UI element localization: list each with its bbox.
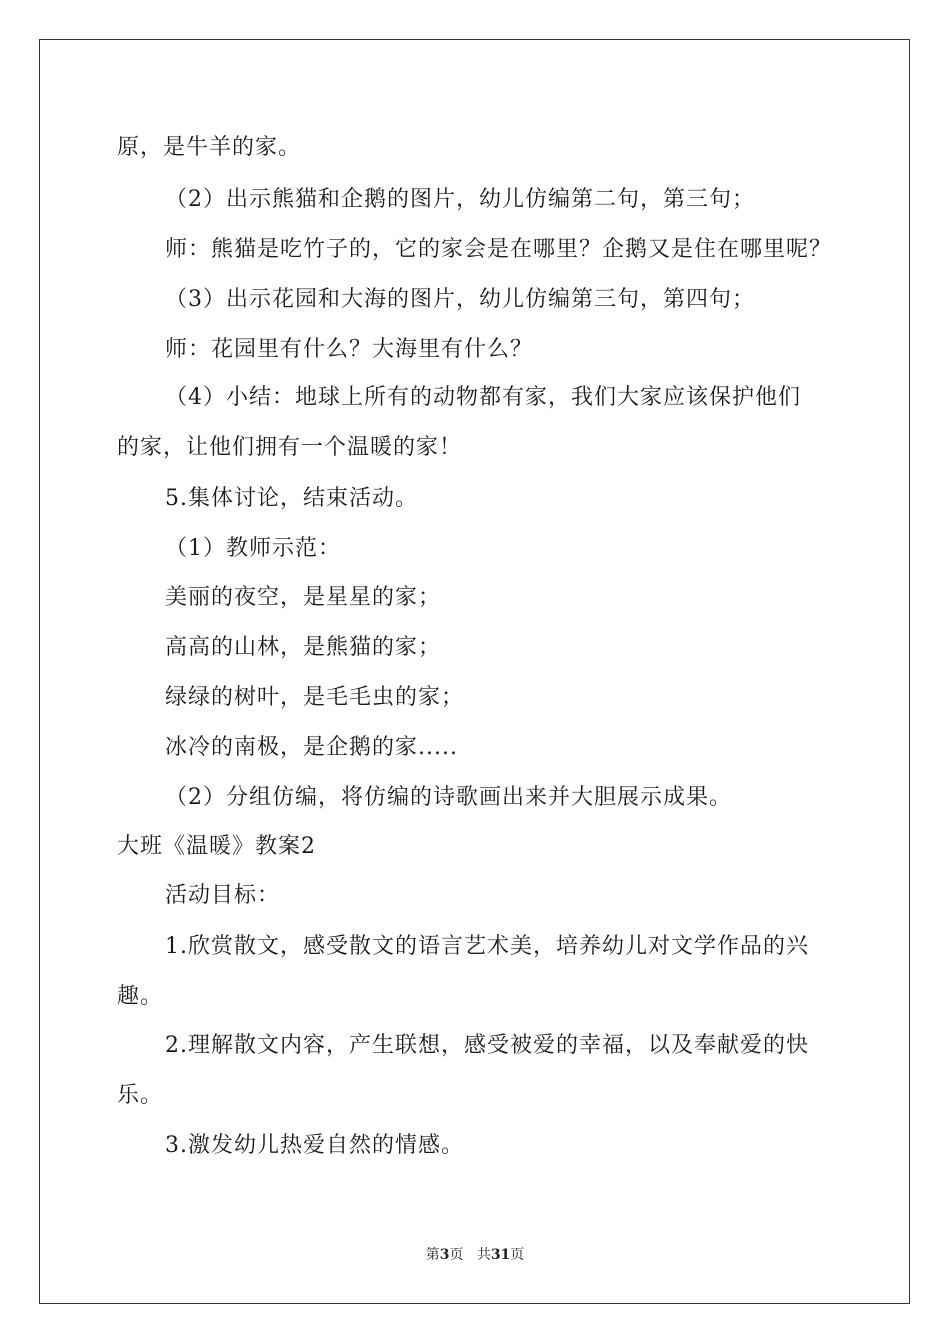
total-pages: 31 <box>490 1247 511 1263</box>
text-line: 美丽的夜空，是星星的家； <box>165 585 442 610</box>
text-line: 高高的山林，是熊猫的家； <box>165 635 442 660</box>
section-heading: 大班《温暖》教案2 <box>117 834 316 859</box>
page-frame <box>39 39 910 1304</box>
page-suffix: 页 <box>449 1247 464 1263</box>
total-suffix: 页 <box>510 1247 525 1263</box>
text-line: （3）出示花园和大海的图片，幼儿仿编第三句，第四句； <box>165 287 755 312</box>
text-line: （2）分组仿编，将仿编的诗歌画出来并大胆展示成果。 <box>165 785 732 810</box>
text-line: 原，是牛羊的家。 <box>117 135 302 160</box>
text-line: （4）小结：地球上所有的动物都有家，我们大家应该保护他们 <box>165 385 801 410</box>
text-line: （2）出示熊猫和企鹅的图片，幼儿仿编第二句，第三句； <box>165 187 755 212</box>
text-line: 2.理解散文内容，产生联想，感受被爱的幸福，以及奉献爱的快 <box>165 1033 809 1058</box>
text-line: 活动目标： <box>165 883 281 908</box>
text-line: （1）教师示范： <box>165 536 341 561</box>
text-line: 绿绿的树叶，是毛毛虫的家； <box>165 685 465 710</box>
page-prefix: 第 <box>425 1247 440 1263</box>
text-line: 1.欣赏散文，感受散文的语言艺术美，培养幼儿对文学作品的兴 <box>165 934 809 959</box>
text-line: 的家，让他们拥有一个温暖的家！ <box>117 435 463 460</box>
total-prefix: 共 <box>476 1247 491 1263</box>
text-line: 5.集体讨论，结束活动。 <box>165 486 418 511</box>
text-line: 乐。 <box>117 1083 164 1108</box>
page-number: 3 <box>439 1247 450 1263</box>
text-line: 趣。 <box>117 984 164 1009</box>
text-line: 师：熊猫是吃竹子的，它的家会是在哪里？企鹅又是住在哪里呢？ <box>165 237 833 262</box>
text-line: 3.激发幼儿热爱自然的情感。 <box>165 1133 464 1158</box>
text-line: 冰冷的南极，是企鹅的家..... <box>165 735 458 760</box>
text-line: 师：花园里有什么？大海里有什么？ <box>165 337 534 362</box>
page-footer <box>0 1245 950 1265</box>
